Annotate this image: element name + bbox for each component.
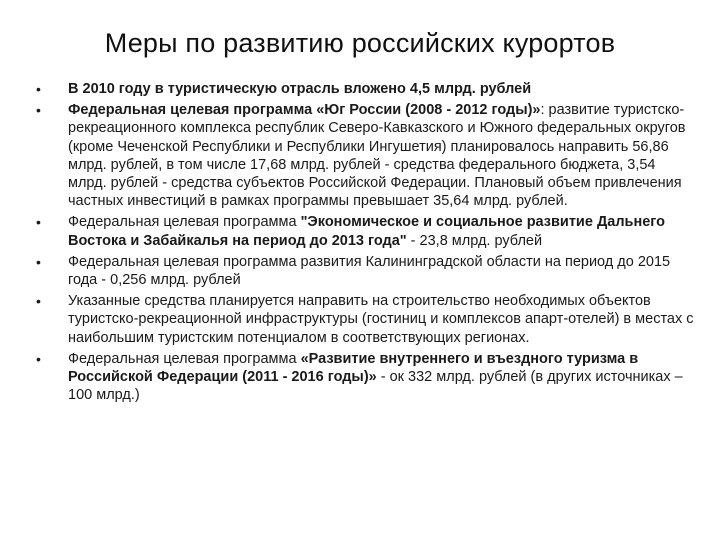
bullet-text-segment: Федеральная целевая программа развития Калининградской области на период до 2015 года - 0,256 млрд. рублей bbox=[68, 253, 671, 289]
bullet-text-segment: В 2010 году в туристическую отрасль вложено 4,5 млрд. рублей bbox=[68, 81, 532, 97]
bullet-dot-icon: • bbox=[36, 350, 41, 367]
bullet-dot-icon: • bbox=[36, 102, 41, 119]
bullet-text-segment: Федеральная целевая программа bbox=[68, 350, 301, 367]
bullet-item-5 bbox=[36, 292, 696, 347]
slide-title: Меры по развитию российских курортов bbox=[104, 28, 616, 58]
bullet-dot-icon: • bbox=[36, 214, 41, 231]
bullet-text-segment: Указанные средства планируется направить на строительство необходимых объектов туристско-рекреационной инфраструктуры (гостиниц и комплексов апарт-отелей) в местах с наибольшим туристским потенциалом в соответствующих регионах. bbox=[68, 293, 694, 346]
bullet-text-segment: - ок 332 млрд. рублей (в других источниках – 100 млрд.) bbox=[68, 369, 683, 404]
bullet-text-segment: "Экономическое и социальное развитие Дальнего Востока и Забайкалья на период до 2013 года" bbox=[68, 214, 665, 249]
bullet-text-segment: Федеральная целевая программа bbox=[68, 214, 301, 231]
bullet-text-segment: - 23,8 млрд. рублей bbox=[406, 232, 543, 249]
bullet-item-2 bbox=[36, 101, 696, 210]
bullet-text-segment: : развитие туристско-рекреационного комплекса республик Северо-Кавказского и Южного федеральных округов (кроме Чеченской Республики и Республики Ингушетия) планировалось направить 56,86 млрд. рублей, в том числе 17,68 млрд. рублей - средства федерального бюджета, 3,54 млрд. рублей - средства субъектов Российской Федерации. Плановый объем привлечения частных инвестиций в рамках программы превышает 35,64 млрд. рублей. bbox=[68, 102, 686, 210]
bullet-item-3 bbox=[36, 213, 696, 249]
bullet-dot-icon: • bbox=[36, 293, 41, 310]
bullet-item-4 bbox=[36, 253, 696, 289]
bullet-item-6 bbox=[36, 350, 696, 405]
bullet-item-1 bbox=[36, 80, 696, 98]
bullet-text-segment: Федеральная целевая программа «Юг России (2008 - 2012 годы)» bbox=[68, 102, 541, 119]
bullet-dot-icon: • bbox=[36, 81, 41, 97]
bullet-list bbox=[36, 80, 696, 407]
bullet-text-segment: «Развитие внутреннего и въездного туризма в Российской Федерации (2011 - 2016 годы)» bbox=[68, 350, 639, 386]
bullet-dot-icon: • bbox=[36, 253, 41, 270]
